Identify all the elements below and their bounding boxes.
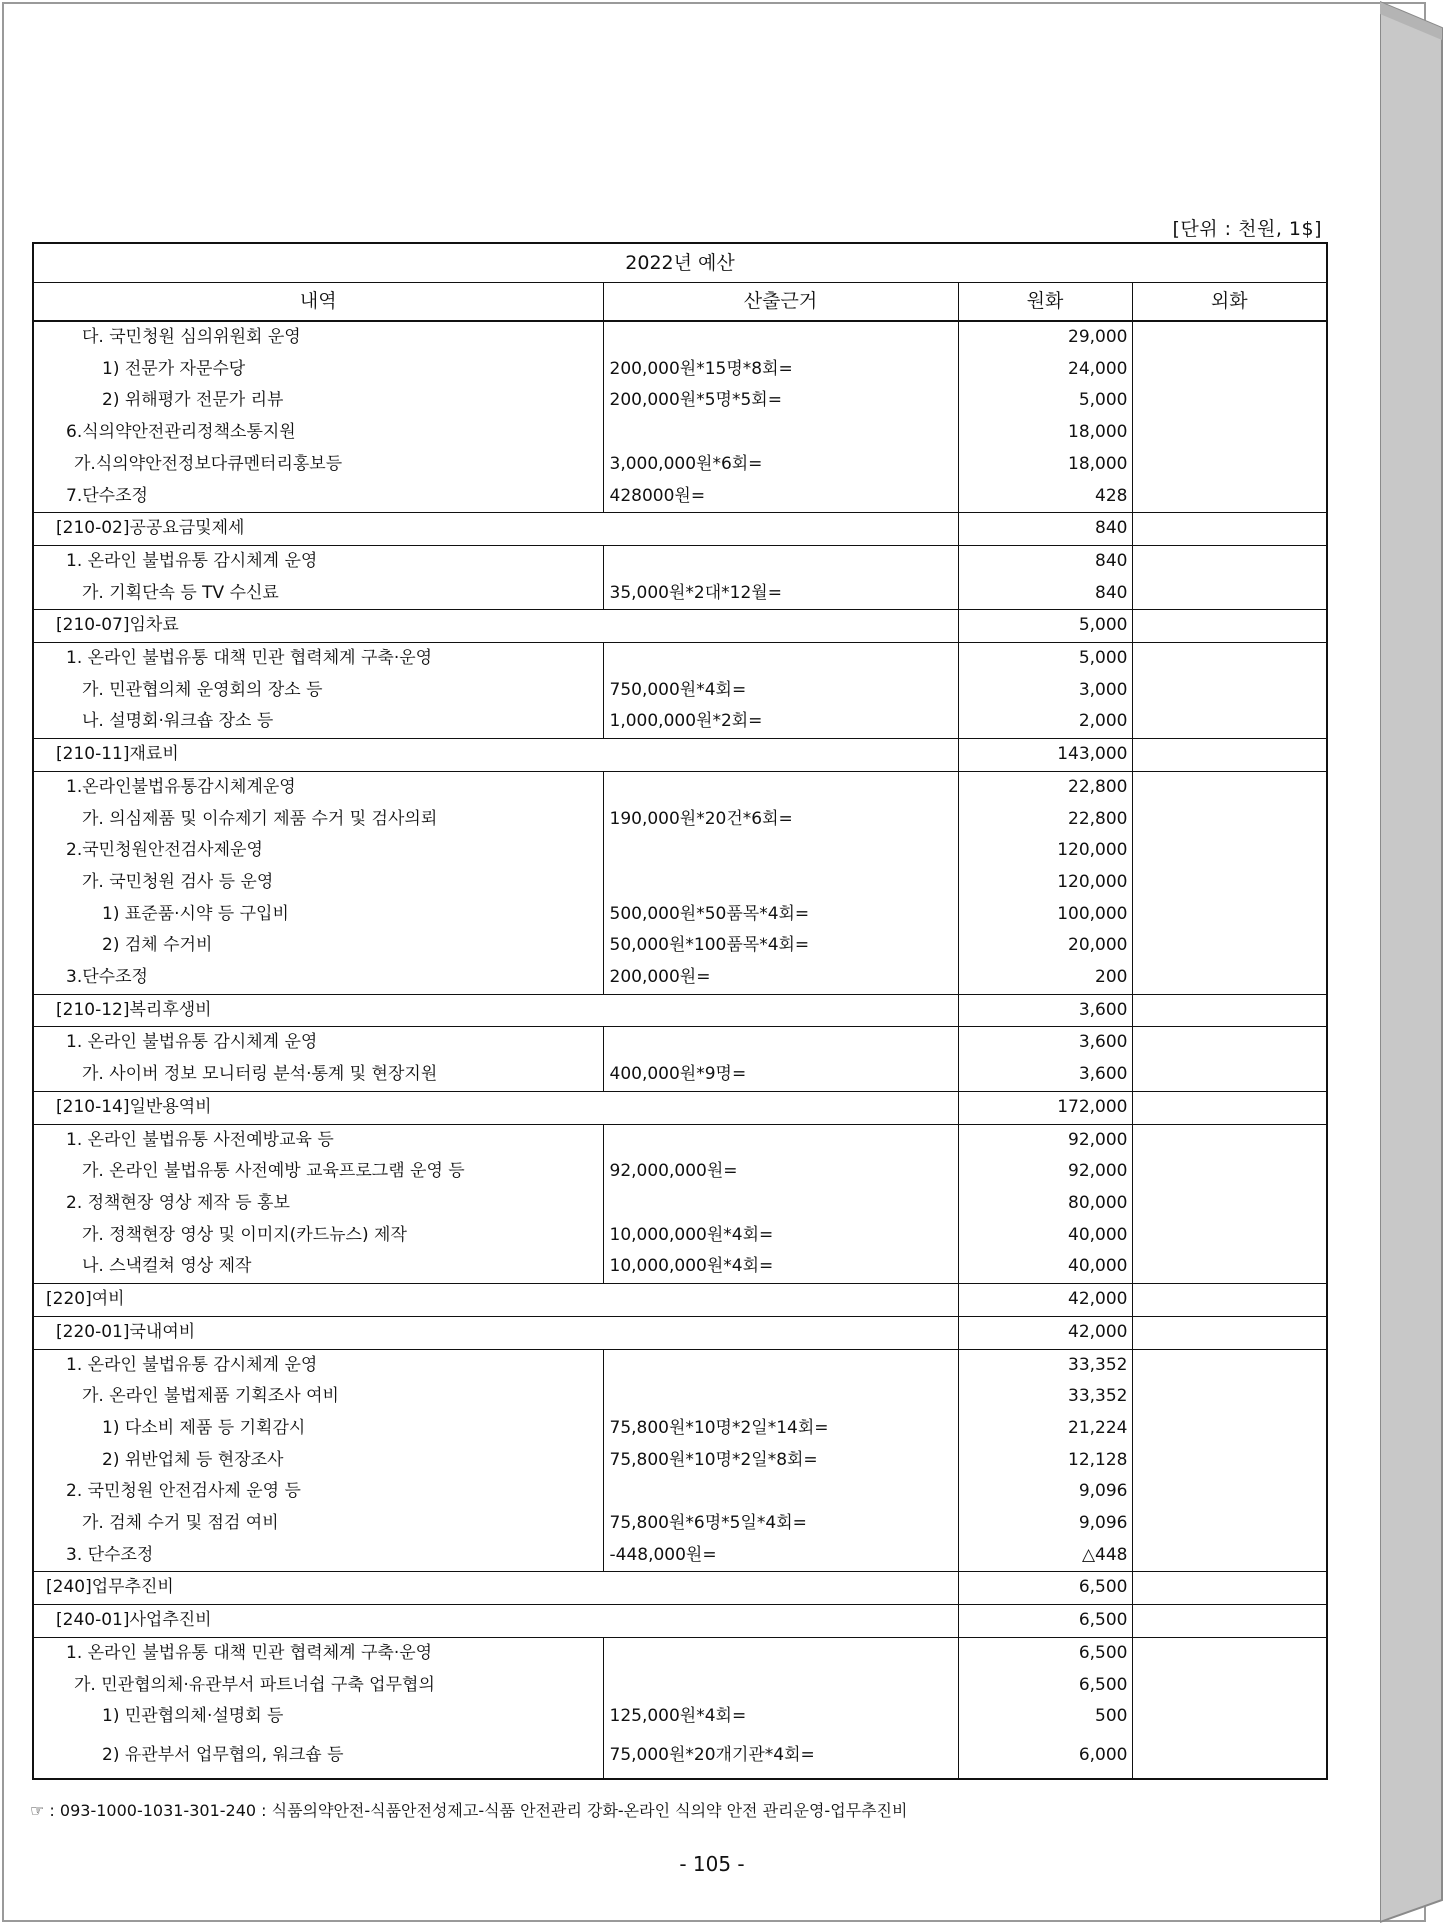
table-row [33,1476,1327,1508]
row-basis [603,835,958,867]
row-krw-amount: 840 [958,578,1132,610]
row-basis [603,1349,958,1381]
row-foreign-amount [1132,513,1327,546]
row-krw-amount: 9,096 [958,1476,1132,1508]
unit-note: [단위 : 천원, 1$] [1172,218,1322,240]
table-row [33,513,1327,546]
row-krw-amount: 100,000 [958,899,1132,931]
row-description: 1) 전문가 자문수당 [102,358,246,379]
row-krw-amount: 120,000 [958,835,1132,867]
row-description: 1. 온라인 불법유통 대책 민관 협력체계 구축·운영 [33,643,603,675]
row-krw-amount: 2,000 [958,706,1132,738]
table-row [33,578,1327,610]
row-foreign-amount [1132,1572,1327,1605]
row-foreign-amount [1132,1091,1327,1124]
row-basis: 92,000,000원= [603,1156,958,1188]
budget-table-wrapper [32,242,1326,1780]
row-basis: 10,000,000원*4회= [603,1251,958,1283]
row-foreign-amount [1132,899,1327,931]
row-basis: 200,000원= [603,962,958,994]
col-header-krw: 원화 [958,283,1132,322]
row-krw-amount: 172,000 [958,1091,1132,1124]
table-row [33,643,1327,675]
table-row [33,417,1327,449]
row-basis: 35,000원*2대*12월= [603,578,958,610]
page-number: - 105 - [679,1852,745,1876]
row-krw-amount: 40,000 [958,1220,1132,1252]
row-krw-amount: 42,000 [958,1316,1132,1349]
table-row [33,1284,1327,1317]
table-row [33,1733,1327,1779]
table-row [33,1027,1327,1059]
row-basis: 75,800원*10명*2일*14회= [603,1413,958,1445]
row-foreign-amount [1132,1733,1327,1779]
row-foreign-amount [1132,994,1327,1027]
row-krw-amount: 6,500 [958,1637,1132,1669]
row-description: 가. 국민청원 검사 등 운영 [82,871,274,892]
row-krw-amount: 143,000 [958,739,1132,772]
table-row [33,1156,1327,1188]
row-basis: 500,000원*50품목*4회= [603,899,958,931]
table-row [33,385,1327,417]
row-foreign-amount [1132,1670,1327,1702]
row-krw-amount: 21,224 [958,1413,1132,1445]
row-basis: 50,000원*100품목*4회= [603,930,958,962]
row-description: 1.온라인불법유통감시체계운영 [33,771,603,803]
row-description: [220]여비 [33,1284,958,1317]
row-basis: 75,800원*6명*5일*4회= [603,1508,958,1540]
row-description: 2. 국민청원 안전검사제 운영 등 [66,1481,301,1502]
table-body [33,321,1327,1779]
row-basis [603,1124,958,1156]
table-row [33,354,1327,386]
row-krw-amount: 6,500 [958,1572,1132,1605]
row-foreign-amount [1132,385,1327,417]
row-foreign-amount [1132,962,1327,994]
row-description: 2. 정책현장 영상 제작 등 홍보 [66,1192,290,1213]
table-row [33,962,1327,994]
row-basis [603,1381,958,1413]
table-row [33,321,1327,354]
row-basis [603,1670,958,1702]
row-foreign-amount [1132,804,1327,836]
row-basis [603,417,958,449]
row-krw-amount: 840 [958,545,1132,577]
footnote: ☞ : 093-1000-1031-301-240 : 식품의약안전-식품안전성제고-식품 안전관리 강화-온라인 식의약 안전 관리운영-업무추진비 [30,1801,908,1820]
row-description: 1. 온라인 불법유통 감시체계 운영 [33,1027,603,1059]
row-krw-amount: 92,000 [958,1124,1132,1156]
row-foreign-amount [1132,481,1327,513]
row-foreign-amount [1132,1059,1327,1091]
row-basis: 125,000원*4회= [603,1701,958,1733]
row-foreign-amount [1132,1701,1327,1733]
row-description: 3.단수조정 [66,967,148,988]
row-foreign-amount [1132,771,1327,803]
row-foreign-amount [1132,1284,1327,1317]
row-foreign-amount [1132,867,1327,899]
row-foreign-amount [1132,1124,1327,1156]
row-krw-amount: 3,600 [958,1027,1132,1059]
row-foreign-amount [1132,930,1327,962]
row-basis: 190,000원*20건*6회= [603,804,958,836]
row-description: 7.단수조정 [66,485,148,506]
table-row [33,545,1327,577]
table-row [33,899,1327,931]
table-row [33,706,1327,738]
row-krw-amount: 6,000 [958,1733,1132,1779]
row-krw-amount: 18,000 [958,449,1132,481]
row-description: [240]업무추진비 [33,1572,958,1605]
row-basis [603,1637,958,1669]
row-foreign-amount [1132,1156,1327,1188]
row-description: [240-01]사업추진비 [33,1605,958,1638]
row-description: 가. 민관협의체 운영회의 장소 등 [82,679,323,700]
row-description: 1. 온라인 불법유통 감시체계 운영 [33,545,603,577]
row-basis [603,1027,958,1059]
row-krw-amount: 428 [958,481,1132,513]
row-krw-amount: 3,600 [958,1059,1132,1091]
row-description: 1) 민관협의체·설명회 등 [102,1706,284,1727]
row-krw-amount: △448 [958,1540,1132,1572]
row-description: 가. 검체 수거 및 점검 여비 [82,1513,279,1534]
row-basis: 75,800원*10명*2일*8회= [603,1445,958,1477]
table-row [33,610,1327,643]
row-description: 나. 설명회·워크숍 장소 등 [82,711,274,732]
row-basis: 75,000원*20개기관*4회= [603,1733,958,1779]
row-foreign-amount [1132,1605,1327,1638]
row-foreign-amount [1132,1381,1327,1413]
table-row [33,994,1327,1027]
row-description: [210-12]복리후생비 [33,994,958,1027]
page-stack-edge [1380,0,1450,1926]
row-foreign-amount [1132,675,1327,707]
col-header-foreign: 외화 [1132,283,1327,322]
table-row [33,1637,1327,1669]
row-krw-amount: 5,000 [958,610,1132,643]
row-foreign-amount [1132,578,1327,610]
row-foreign-amount [1132,1220,1327,1252]
table-row [33,771,1327,803]
row-basis [603,545,958,577]
col-header-description: 내역 [33,283,603,322]
table-row [33,1701,1327,1733]
row-description: 2) 위해평가 전문가 리뷰 [102,390,284,411]
row-foreign-amount [1132,1445,1327,1477]
row-basis: 750,000원*4회= [603,675,958,707]
row-krw-amount: 29,000 [958,321,1132,354]
row-krw-amount: 3,600 [958,994,1132,1027]
row-krw-amount: 80,000 [958,1188,1132,1220]
row-foreign-amount [1132,545,1327,577]
table-row [33,1605,1327,1638]
row-basis: -448,000원= [603,1540,958,1572]
row-foreign-amount [1132,417,1327,449]
table-row [33,835,1327,867]
table-row [33,930,1327,962]
table-row [33,1349,1327,1381]
row-description: 2) 유관부서 업무협의, 워크숍 등 [102,1744,344,1765]
row-basis: 200,000원*15명*8회= [603,354,958,386]
row-basis [603,1476,958,1508]
row-foreign-amount [1132,1540,1327,1572]
row-basis [603,1188,958,1220]
table-row [33,1381,1327,1413]
row-description: 다. 국민청원 심의위원회 운영 [82,327,301,347]
row-description: 1. 온라인 불법유통 감시체계 운영 [33,1349,603,1381]
row-krw-amount: 24,000 [958,354,1132,386]
row-description: 2) 검체 수거비 [102,935,213,956]
row-krw-amount: 120,000 [958,867,1132,899]
row-description: [210-02]공공요금및제세 [33,513,958,546]
row-description: 가.식의약안전정보다큐멘터리홍보등 [74,453,343,474]
table-row [33,1508,1327,1540]
table-row [33,675,1327,707]
row-krw-amount: 500 [958,1701,1132,1733]
table-row [33,1572,1327,1605]
row-krw-amount: 20,000 [958,930,1132,962]
row-basis [603,643,958,675]
row-description: 1) 표준품·시약 등 구입비 [102,903,289,924]
row-krw-amount: 6,500 [958,1605,1132,1638]
table-row [33,1413,1327,1445]
row-description: 가. 온라인 불법유통 사전예방 교육프로그램 운영 등 [82,1161,465,1182]
table-row [33,481,1327,513]
row-foreign-amount [1132,1349,1327,1381]
row-description: 3. 단수조정 [66,1544,154,1565]
row-basis: 1,000,000원*2회= [603,706,958,738]
row-foreign-amount [1132,1251,1327,1283]
row-krw-amount: 22,800 [958,804,1132,836]
row-krw-amount: 200 [958,962,1132,994]
row-krw-amount: 18,000 [958,417,1132,449]
row-description: 가. 사이버 정보 모니터링 분석·통계 및 현장지원 [82,1064,438,1085]
table-row [33,1540,1327,1572]
row-krw-amount: 3,000 [958,675,1132,707]
table-row [33,739,1327,772]
row-foreign-amount [1132,610,1327,643]
row-krw-amount: 12,128 [958,1445,1132,1477]
row-foreign-amount [1132,706,1327,738]
row-basis: 200,000원*5명*5회= [603,385,958,417]
row-foreign-amount [1132,1508,1327,1540]
table-row [33,1445,1327,1477]
budget-table [32,242,1328,1780]
row-description: 1. 온라인 불법유통 사전예방교육 등 [33,1124,603,1156]
col-header-basis: 산출근거 [603,283,958,322]
row-foreign-amount [1132,1316,1327,1349]
row-description: [220-01]국내여비 [33,1316,958,1349]
table-row [33,1091,1327,1124]
row-krw-amount: 5,000 [958,643,1132,675]
row-krw-amount: 5,000 [958,385,1132,417]
row-description: [210-07]임차료 [33,610,958,643]
row-basis: 3,000,000원*6회= [603,449,958,481]
row-foreign-amount [1132,835,1327,867]
table-row [33,1251,1327,1283]
row-foreign-amount [1132,449,1327,481]
row-basis [603,867,958,899]
table-row [33,1670,1327,1702]
row-krw-amount: 6,500 [958,1670,1132,1702]
row-foreign-amount [1132,1027,1327,1059]
row-krw-amount: 42,000 [958,1284,1132,1317]
row-foreign-amount [1132,321,1327,354]
table-row [33,1124,1327,1156]
row-description: 가. 정책현장 영상 및 이미지(카드뉴스) 제작 [82,1224,407,1245]
table-row [33,1188,1327,1220]
row-foreign-amount [1132,643,1327,675]
row-description: 가. 기획단속 등 TV 수신료 [82,582,279,603]
row-description: [210-14]일반용역비 [33,1091,958,1124]
row-foreign-amount [1132,739,1327,772]
table-caption: 2022년 예산 [33,243,1327,283]
row-description: 1) 다소비 제품 등 기획감시 [102,1417,306,1438]
row-krw-amount: 40,000 [958,1251,1132,1283]
row-krw-amount: 33,352 [958,1381,1132,1413]
row-description: 가. 민관협의체·유관부서 파트너쉽 구축 업무협의 [74,1674,435,1695]
row-description: 가. 온라인 불법제품 기획조사 여비 [82,1386,339,1407]
table-row [33,1059,1327,1091]
row-krw-amount: 33,352 [958,1349,1132,1381]
row-krw-amount: 92,000 [958,1156,1132,1188]
row-description: 나. 스낵컬쳐 영상 제작 [82,1256,252,1277]
row-foreign-amount [1132,1413,1327,1445]
row-foreign-amount [1132,354,1327,386]
table-row [33,867,1327,899]
row-basis: 10,000,000원*4회= [603,1220,958,1252]
row-description: 2) 위반업체 등 현장조사 [102,1449,284,1470]
row-krw-amount: 22,800 [958,771,1132,803]
row-basis: 428000원= [603,481,958,513]
table-row [33,1220,1327,1252]
row-basis [603,321,958,354]
row-foreign-amount [1132,1476,1327,1508]
table-row [33,449,1327,481]
row-description: 가. 의심제품 및 이슈제기 제품 수거 및 검사의뢰 [82,808,438,829]
row-foreign-amount [1132,1637,1327,1669]
row-basis: 400,000원*9명= [603,1059,958,1091]
table-row [33,804,1327,836]
row-description: 2.국민청원안전검사제운영 [66,840,263,861]
row-basis [603,771,958,803]
table-row [33,1316,1327,1349]
row-krw-amount: 840 [958,513,1132,546]
row-description: 1. 온라인 불법유통 대책 민관 협력체계 구축·운영 [33,1637,603,1669]
row-foreign-amount [1132,1188,1327,1220]
row-description: 6.식의약안전관리정책소통지원 [66,422,296,443]
row-krw-amount: 9,096 [958,1508,1132,1540]
row-description: [210-11]재료비 [33,739,958,772]
